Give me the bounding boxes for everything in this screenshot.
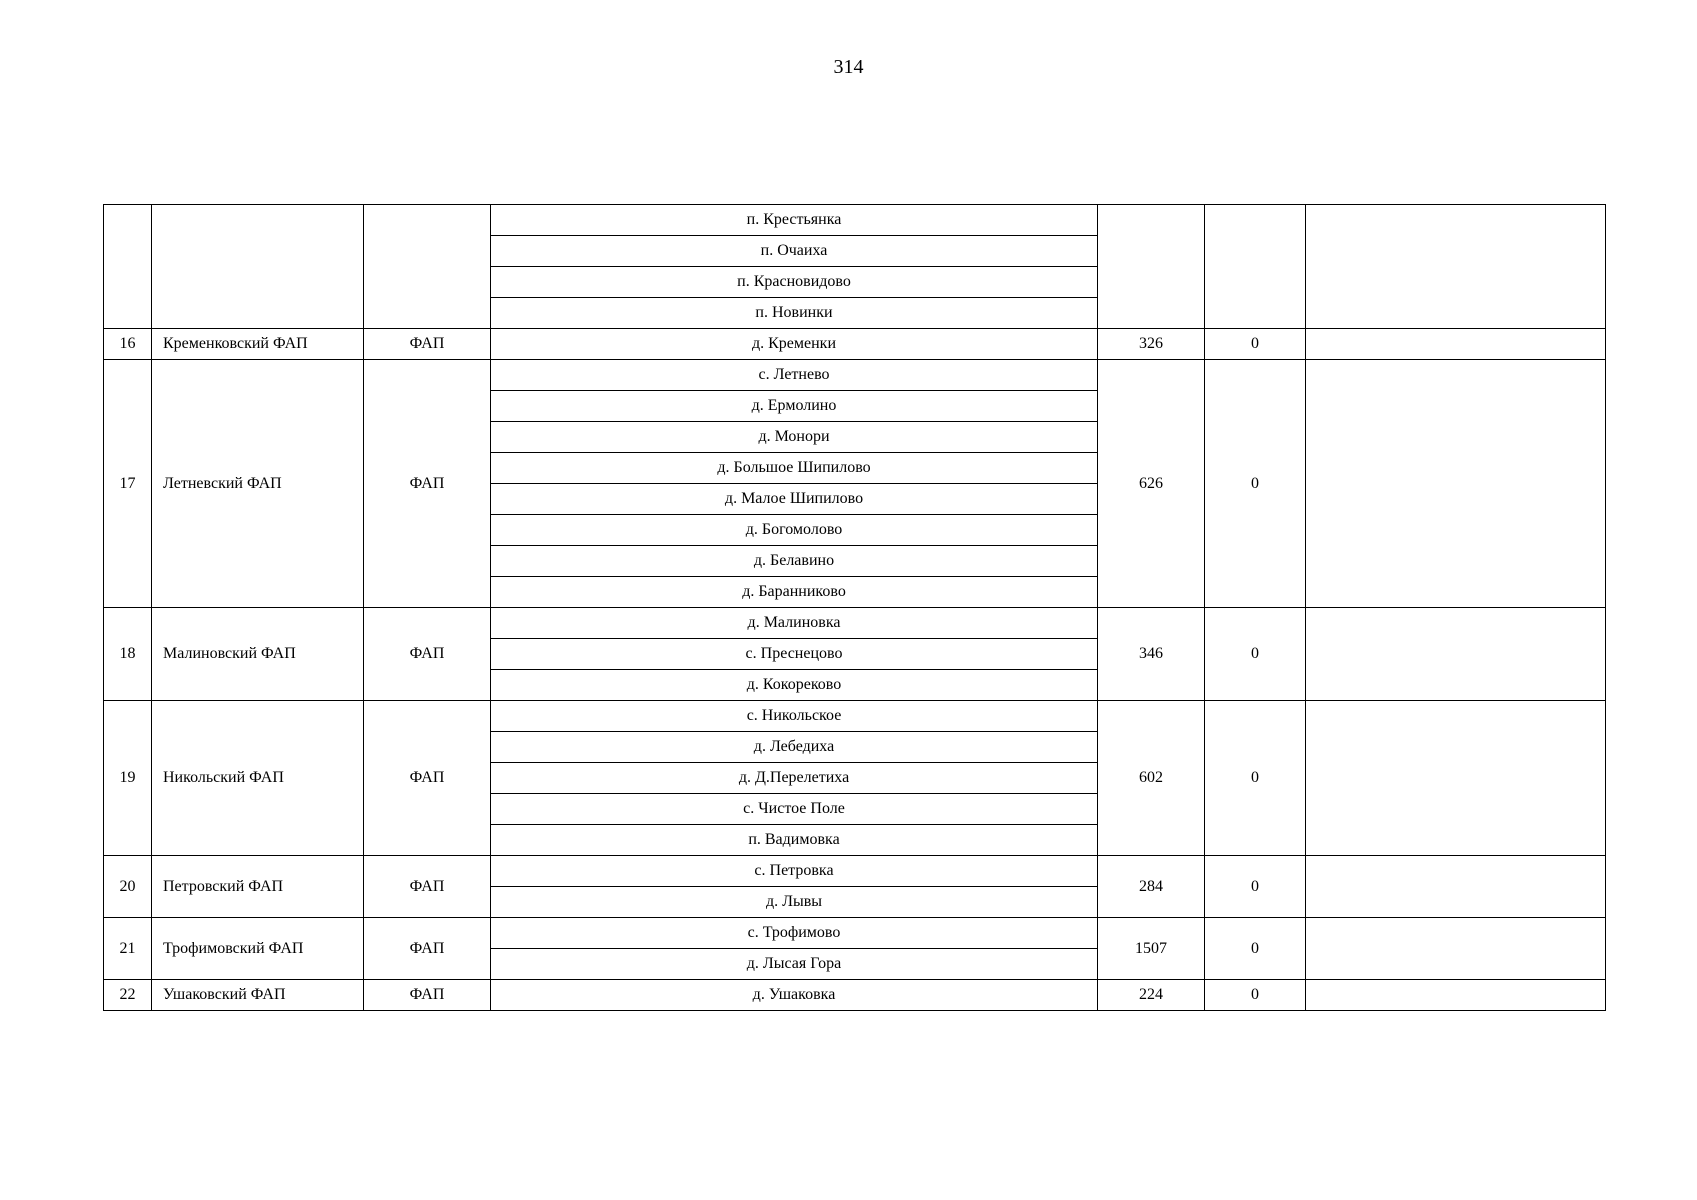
settlement-name: с. Трофимово — [491, 918, 1098, 949]
value-count: 0 — [1205, 329, 1306, 360]
table-row — [104, 360, 1606, 391]
settlement-name: д. Малиновка — [491, 608, 1098, 639]
row-number: 18 — [104, 608, 152, 701]
table-row — [104, 856, 1606, 887]
facility-type: ФАП — [364, 701, 491, 856]
population-count: 626 — [1098, 360, 1205, 608]
value-count: 0 — [1205, 360, 1306, 608]
facility-name: Трофимовский ФАП — [152, 918, 364, 980]
facility-type: ФАП — [364, 856, 491, 918]
facility-name: Никольский ФАП — [152, 701, 364, 856]
note-cell — [1306, 856, 1606, 918]
note-cell — [1306, 608, 1606, 701]
settlement-name: д. Баранниково — [491, 577, 1098, 608]
population-count: 224 — [1098, 980, 1205, 1011]
table-row — [104, 205, 1606, 236]
population-count — [1098, 205, 1205, 329]
facility-type: ФАП — [364, 608, 491, 701]
settlement-name: с. Петровка — [491, 856, 1098, 887]
settlement-name: с. Чистое Поле — [491, 794, 1098, 825]
settlement-name: д. Большое Шипилово — [491, 453, 1098, 484]
settlement-name: д. Малое Шипилово — [491, 484, 1098, 515]
page-number: 314 — [833, 56, 864, 78]
settlement-name: п. Вадимовка — [491, 825, 1098, 856]
settlement-name: д. Кременки — [491, 329, 1098, 360]
value-count — [1205, 205, 1306, 329]
facility-type: ФАП — [364, 980, 491, 1011]
table-body — [104, 205, 1606, 1011]
population-count: 1507 — [1098, 918, 1205, 980]
row-number — [104, 205, 152, 329]
table-row — [104, 980, 1606, 1011]
value-count: 0 — [1205, 980, 1306, 1011]
settlement-name: д. Монори — [491, 422, 1098, 453]
value-count: 0 — [1205, 701, 1306, 856]
settlement-name: п. Очаиха — [491, 236, 1098, 267]
facility-name — [152, 205, 364, 329]
facility-type — [364, 205, 491, 329]
table-row — [104, 329, 1606, 360]
population-count: 284 — [1098, 856, 1205, 918]
settlement-name: с. Преснецово — [491, 639, 1098, 670]
note-cell — [1306, 360, 1606, 608]
note-cell — [1306, 329, 1606, 360]
settlement-name: д. Ушаковка — [491, 980, 1098, 1011]
row-number: 21 — [104, 918, 152, 980]
population-count: 602 — [1098, 701, 1205, 856]
table-row — [104, 701, 1606, 732]
value-count: 0 — [1205, 856, 1306, 918]
facility-type: ФАП — [364, 918, 491, 980]
settlement-name: д. Белавино — [491, 546, 1098, 577]
facility-name: Летневский ФАП — [152, 360, 364, 608]
population-count: 346 — [1098, 608, 1205, 701]
row-number: 22 — [104, 980, 152, 1011]
population-count: 326 — [1098, 329, 1205, 360]
value-count: 0 — [1205, 608, 1306, 701]
row-number: 16 — [104, 329, 152, 360]
facility-name: Малиновский ФАП — [152, 608, 364, 701]
settlement-name: п. Новинки — [491, 298, 1098, 329]
table-row — [104, 918, 1606, 949]
settlement-name: д. Богомолово — [491, 515, 1098, 546]
settlement-name: д. Лывы — [491, 887, 1098, 918]
settlement-name: д. Д.Перелетиха — [491, 763, 1098, 794]
table-row — [104, 608, 1606, 639]
facility-name: Ушаковский ФАП — [152, 980, 364, 1011]
settlement-name: п. Крестьянка — [491, 205, 1098, 236]
note-cell — [1306, 918, 1606, 980]
facilities-table — [103, 204, 1606, 1011]
settlement-name: с. Никольское — [491, 701, 1098, 732]
row-number: 20 — [104, 856, 152, 918]
settlement-name: д. Ермолино — [491, 391, 1098, 422]
settlement-name: д. Лысая Гора — [491, 949, 1098, 980]
note-cell — [1306, 701, 1606, 856]
settlement-name: п. Красновидово — [491, 267, 1098, 298]
row-number: 17 — [104, 360, 152, 608]
note-cell — [1306, 980, 1606, 1011]
facility-type: ФАП — [364, 360, 491, 608]
settlement-name: д. Лебедиха — [491, 732, 1098, 763]
settlement-name: с. Летнево — [491, 360, 1098, 391]
value-count: 0 — [1205, 918, 1306, 980]
row-number: 19 — [104, 701, 152, 856]
note-cell — [1306, 205, 1606, 329]
settlement-name: д. Кокореково — [491, 670, 1098, 701]
facility-name: Петровский ФАП — [152, 856, 364, 918]
facility-type: ФАП — [364, 329, 491, 360]
facility-name: Кременковский ФАП — [152, 329, 364, 360]
